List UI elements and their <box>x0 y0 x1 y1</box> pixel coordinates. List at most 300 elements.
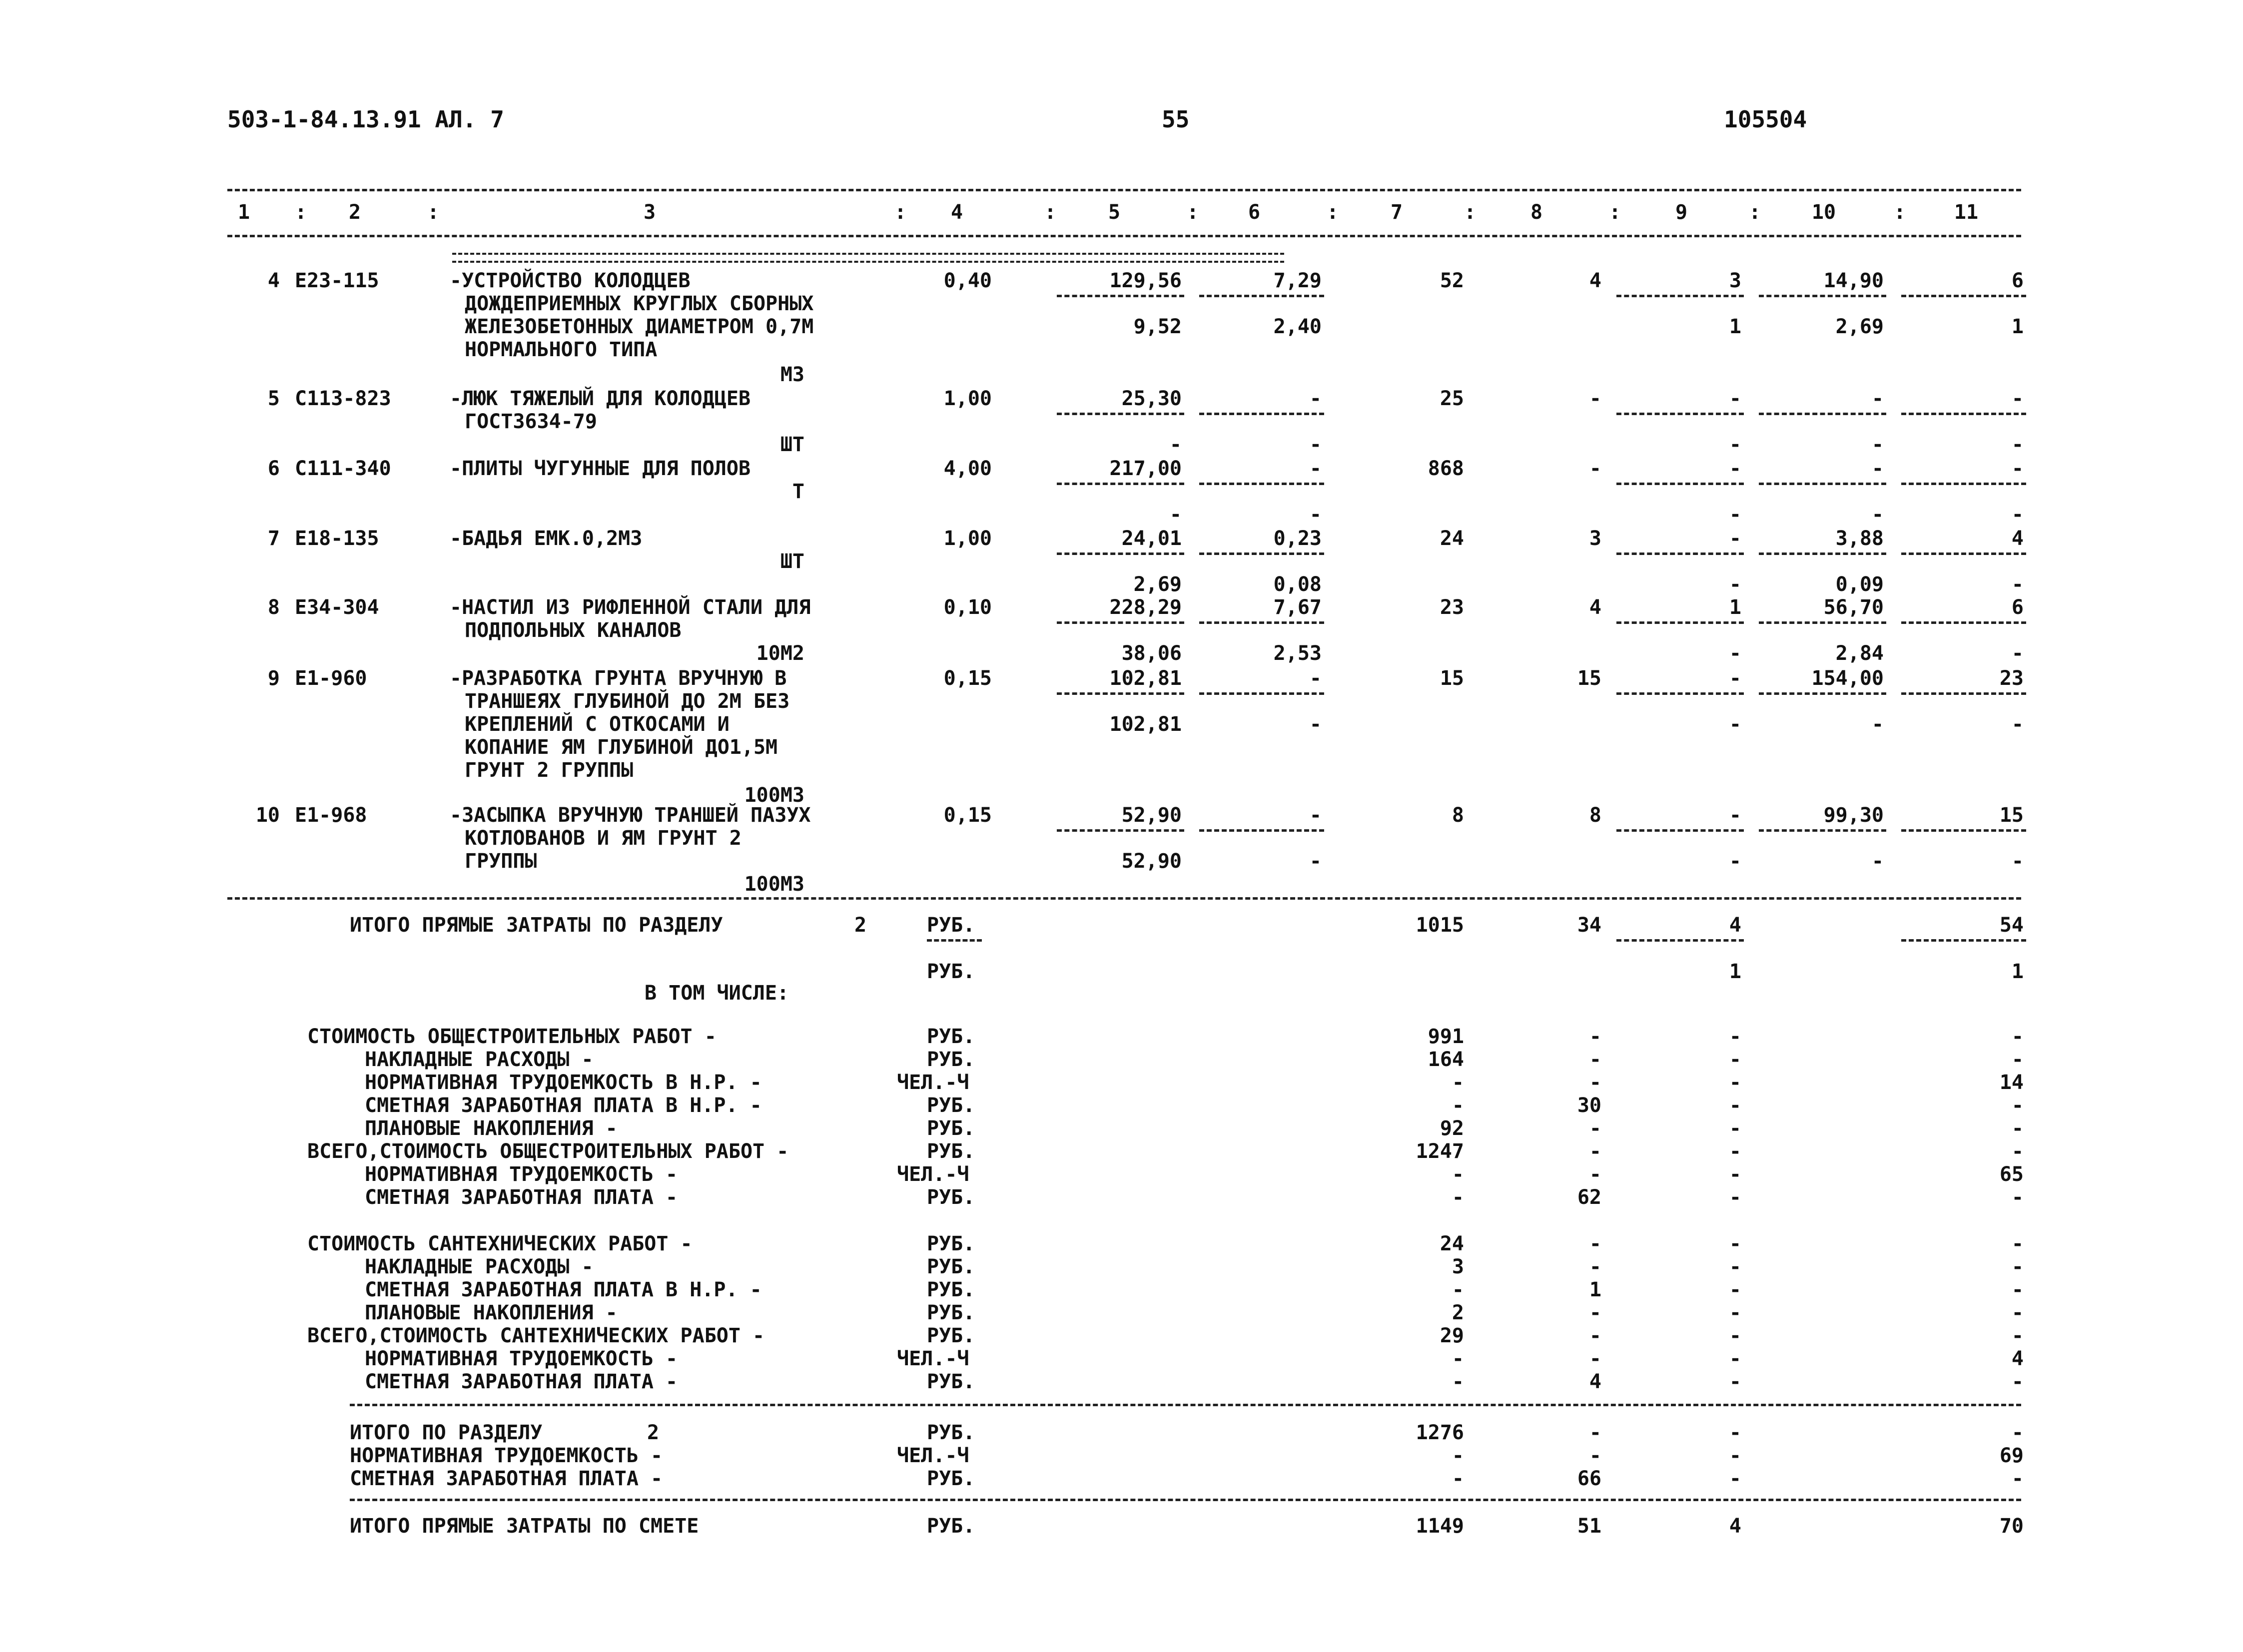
row-description-line: КРЕПЛЕНИЙ С ОТКОСАМИ И <box>465 713 730 736</box>
row-unit: Т <box>792 480 804 503</box>
grand-total-label: ИТОГО ПРЯМЫЕ ЗАТРАТЫ ПО СМЕТЕ <box>350 1515 699 1538</box>
cell-c9: - <box>1729 457 1741 480</box>
summary-c7: - <box>1452 1071 1464 1094</box>
cell-c4: 1,00 <box>943 387 992 410</box>
cell-rule <box>1901 692 2026 695</box>
column-header-c5: 5 <box>1108 201 1121 224</box>
cell-c6: 0,23 <box>1273 527 1322 550</box>
row-number: 9 <box>267 667 280 690</box>
row-description-line: -УСТРОЙСТВО КОЛОДЦЕВ <box>450 269 691 292</box>
cell-c5-sub: - <box>1169 433 1182 456</box>
equals-line <box>452 253 1284 263</box>
summary-line-label: СТОИМОСТЬ ОБЩЕСТРОИТЕЛЬНЫХ РАБОТ - <box>307 1025 717 1048</box>
row-unit: ШТ <box>780 550 804 573</box>
summary-c11: - <box>2011 1232 2024 1255</box>
cell-c4: 0,15 <box>943 804 992 827</box>
row-description-line: -БАДЬЯ ЕМК.0,2М3 <box>450 527 643 550</box>
cell-c9-sub: - <box>1729 850 1741 873</box>
summary-line-label: СТОИМОСТЬ САНТЕХНИЧЕСКИХ РАБОТ - <box>307 1232 693 1255</box>
summary-c9: - <box>1729 1232 1741 1255</box>
summary-line-unit: РУБ. <box>927 1186 975 1209</box>
row-description-line: -ЛЮК ТЯЖЕЛЫЙ ДЛЯ КОЛОДЦЕВ <box>450 387 751 410</box>
cell-c11-sub: - <box>2011 433 2024 456</box>
cell-c5: 217,00 <box>1109 457 1182 480</box>
cell-c9: - <box>1729 387 1741 410</box>
summary-c7: 92 <box>1440 1117 1464 1140</box>
section-total-label: ИТОГО ПО РАЗДЕЛУ <box>350 1421 543 1444</box>
cell-c11-sub: - <box>2011 573 2024 596</box>
summary-c9: - <box>1729 1370 1741 1393</box>
direct-total-c9: 4 <box>1729 914 1741 937</box>
cell-c5: 228,29 <box>1109 596 1182 619</box>
summary-c11: - <box>2011 1025 2024 1048</box>
cell-rule <box>1199 295 1324 297</box>
cell-c6-sub: - <box>1309 433 1322 456</box>
cell-c5: 24,01 <box>1121 527 1182 550</box>
cell-c8: - <box>1589 457 1601 480</box>
row-unit: 100М3 <box>744 873 804 896</box>
summary-c7: 24 <box>1440 1232 1464 1255</box>
cell-c6-sub: 2,53 <box>1273 642 1322 665</box>
cell-c6: - <box>1309 457 1322 480</box>
cell-c6-sub: 2,40 <box>1273 315 1322 338</box>
cell-rule <box>1616 483 1744 485</box>
row-description-line: -ПЛИТЫ ЧУГУННЫЕ ДЛЯ ПОЛОВ <box>450 457 751 480</box>
cell-c5: 25,30 <box>1121 387 1182 410</box>
direct-total-c9-sub: 1 <box>1729 960 1741 983</box>
column-separator: : <box>1894 201 1906 224</box>
cell-c9-sub: - <box>1729 503 1741 526</box>
grand-total-unit: РУБ. <box>927 1515 975 1538</box>
cell-rule <box>1199 692 1324 695</box>
cell-c8: - <box>1589 387 1601 410</box>
cell-c9: - <box>1729 667 1741 690</box>
column-header-c11: 11 <box>1954 201 1979 224</box>
cell-c11: 4 <box>2011 527 2024 550</box>
cell-c11-sub: - <box>2011 850 2024 873</box>
rule-header-bottom <box>227 235 2021 237</box>
cell-c4: 0,15 <box>943 667 992 690</box>
page-number: 55 <box>1162 106 1190 133</box>
cell-c11: 6 <box>2011 596 2024 619</box>
row-code: Е23-115 <box>295 269 379 292</box>
summary-line-unit: РУБ. <box>927 1048 975 1071</box>
summary-c7: 991 <box>1428 1025 1464 1048</box>
column-separator: : <box>427 201 440 224</box>
cell-c5-sub: 102,81 <box>1109 713 1182 736</box>
cell-c11-sub: - <box>2011 713 2024 736</box>
summary-c9: - <box>1729 1071 1741 1094</box>
row-description-line: ГОСТ3634-79 <box>465 410 597 433</box>
cell-c10-sub: - <box>1871 713 1884 736</box>
cell-c11: - <box>2011 457 2024 480</box>
row-description-line: НОРМАЛЬНОГО ТИПА <box>465 338 658 361</box>
summary-line-label: НОРМАТИВНАЯ ТРУДОЕМКОСТЬ - <box>365 1163 678 1186</box>
cell-c9: 3 <box>1729 269 1741 292</box>
cell-rule <box>1057 621 1184 624</box>
column-header-c8: 8 <box>1530 201 1543 224</box>
cell-c4: 1,00 <box>943 527 992 550</box>
section-total-c8: - <box>1589 1444 1601 1467</box>
cell-c6: - <box>1309 804 1322 827</box>
cell-c4: 0,40 <box>943 269 992 292</box>
row-code: Е1-960 <box>295 667 367 690</box>
summary-c8: - <box>1589 1025 1601 1048</box>
unit-rule <box>927 939 982 942</box>
cell-rule <box>1199 829 1324 832</box>
row-number: 6 <box>267 457 280 480</box>
cell-c11: 15 <box>1999 804 2024 827</box>
summary-c8: 30 <box>1577 1094 1601 1117</box>
summary-c11: - <box>2011 1278 2024 1301</box>
cell-c6-sub: - <box>1309 503 1322 526</box>
summary-c11: - <box>2011 1324 2024 1347</box>
cell-c10: - <box>1871 387 1884 410</box>
cell-rule <box>1901 939 2026 942</box>
section-total-c8: 66 <box>1577 1467 1601 1490</box>
cell-c11-sub: - <box>2011 642 2024 665</box>
summary-line-label: СМЕТНАЯ ЗАРАБОТНАЯ ПЛАТА В Н.Р. - <box>365 1278 762 1301</box>
column-separator: : <box>1749 201 1761 224</box>
summary-c8: - <box>1589 1255 1601 1278</box>
column-separator: : <box>1044 201 1057 224</box>
summary-line-label: ВСЕГО,СТОИМОСТЬ ОБЩЕСТРОИТЕЛЬНЫХ РАБОТ - <box>307 1140 789 1163</box>
cell-rule <box>1901 413 2026 415</box>
row-description-line: -ЗАСЫПКА ВРУЧНУЮ ТРАНШЕЙ ПАЗУХ <box>450 804 811 827</box>
section-total-c11: - <box>2011 1467 2024 1490</box>
cell-rule <box>1901 483 2026 485</box>
cell-rule <box>1057 483 1184 485</box>
section-total-c11: - <box>2011 1421 2024 1444</box>
summary-c11: 4 <box>2011 1347 2024 1370</box>
grand-total-c7: 1149 <box>1416 1515 1464 1538</box>
cell-rule <box>1616 692 1744 695</box>
summary-c8: - <box>1589 1232 1601 1255</box>
column-separator: : <box>894 201 907 224</box>
cell-rule <box>1759 413 1886 415</box>
section-total-unit: ЧЕЛ.-Ч <box>897 1444 969 1467</box>
cell-c10: 3,88 <box>1835 527 1884 550</box>
document-number: 105504 <box>1724 106 1807 133</box>
summary-c7: - <box>1452 1163 1464 1186</box>
cell-c7: 25 <box>1440 387 1464 410</box>
summary-line-label: СМЕТНАЯ ЗАРАБОТНАЯ ПЛАТА - <box>365 1186 678 1209</box>
cell-c11-sub: 1 <box>2011 315 2024 338</box>
cell-rule <box>1616 829 1744 832</box>
cell-rule <box>1616 621 1744 624</box>
summary-c7: 2 <box>1452 1301 1464 1324</box>
row-code: Е34-304 <box>295 596 379 619</box>
direct-total-unit: РУБ. <box>927 914 975 937</box>
cell-c5-sub: 9,52 <box>1133 315 1182 338</box>
cell-rule <box>1759 692 1886 695</box>
column-header-c1: 1 <box>237 201 250 224</box>
cell-c5: 52,90 <box>1121 804 1182 827</box>
cell-c7: 24 <box>1440 527 1464 550</box>
cell-c7: 15 <box>1440 667 1464 690</box>
cell-c9: - <box>1729 527 1741 550</box>
section-total-label: СМЕТНАЯ ЗАРАБОТНАЯ ПЛАТА - <box>350 1467 663 1490</box>
row-description-line: ГРУНТ 2 ГРУППЫ <box>465 759 634 782</box>
cell-rule <box>1759 829 1886 832</box>
cell-c9-sub: 1 <box>1729 315 1741 338</box>
summary-line-label: НОРМАТИВНАЯ ТРУДОЕМКОСТЬ - <box>365 1347 678 1370</box>
summary-line-unit: РУБ. <box>927 1117 975 1140</box>
rule-top <box>227 189 2021 191</box>
summary-c9: - <box>1729 1278 1741 1301</box>
grand-total-c11: 70 <box>1999 1515 2024 1538</box>
cell-c10: - <box>1871 457 1884 480</box>
column-header-c2: 2 <box>348 201 361 224</box>
cell-c10-sub: - <box>1871 850 1884 873</box>
direct-total-c7: 1015 <box>1416 914 1464 937</box>
summary-c8: - <box>1589 1071 1601 1094</box>
summary-c8: - <box>1589 1347 1601 1370</box>
column-separator: : <box>1609 201 1621 224</box>
section-total-number: 2 <box>647 1421 660 1444</box>
cell-rule <box>1616 939 1744 942</box>
cell-rule <box>1616 413 1744 415</box>
rule-section-total <box>350 1404 2021 1406</box>
column-header-c4: 4 <box>950 201 963 224</box>
cell-rule <box>1616 552 1744 555</box>
cell-c10-sub: 0,09 <box>1835 573 1884 596</box>
summary-line-unit: РУБ. <box>927 1278 975 1301</box>
summary-line-unit: РУБ. <box>927 1140 975 1163</box>
summary-c11: 65 <box>1999 1163 2024 1186</box>
summary-line-unit: ЧЕЛ.-Ч <box>897 1071 969 1094</box>
cell-rule <box>1057 413 1184 415</box>
summary-c9: - <box>1729 1347 1741 1370</box>
cell-rule <box>1199 552 1324 555</box>
cell-rule <box>1199 413 1324 415</box>
summary-c8: 4 <box>1589 1370 1601 1393</box>
section-total-c7: 1276 <box>1416 1421 1464 1444</box>
cell-rule <box>1199 621 1324 624</box>
summary-c9: - <box>1729 1140 1741 1163</box>
column-header-c9: 9 <box>1675 201 1688 224</box>
cell-c9-sub: - <box>1729 433 1741 456</box>
row-description-line: -НАСТИЛ ИЗ РИФЛЕННОЙ СТАЛИ ДЛЯ <box>450 596 811 619</box>
cell-c6: - <box>1309 387 1322 410</box>
summary-c11: 14 <box>1999 1071 2024 1094</box>
row-code: С113-823 <box>295 387 391 410</box>
summary-line-label: НАКЛАДНЫЕ РАСХОДЫ - <box>365 1048 594 1071</box>
row-number: 7 <box>267 527 280 550</box>
summary-c7: - <box>1452 1094 1464 1117</box>
summary-c11: - <box>2011 1094 2024 1117</box>
row-code: С111-340 <box>295 457 391 480</box>
cell-rule <box>1199 483 1324 485</box>
column-header-c10: 10 <box>1811 201 1836 224</box>
cell-c6-sub: - <box>1309 713 1322 736</box>
cell-c10-sub: - <box>1871 433 1884 456</box>
summary-c11: - <box>2011 1048 2024 1071</box>
direct-total-c11: 54 <box>1999 914 2024 937</box>
summary-c11: - <box>2011 1140 2024 1163</box>
column-separator: : <box>1464 201 1477 224</box>
summary-c8: - <box>1589 1324 1601 1347</box>
summary-line-label: НОРМАТИВНАЯ ТРУДОЕМКОСТЬ В Н.Р. - <box>365 1071 762 1094</box>
summary-line-label: СМЕТНАЯ ЗАРАБОТНАЯ ПЛАТА В Н.Р. - <box>365 1094 762 1117</box>
direct-total-label: ИТОГО ПРЯМЫЕ ЗАТРАТЫ ПО РАЗДЕЛУ <box>350 914 723 937</box>
cell-c8: 15 <box>1577 667 1601 690</box>
summary-line-unit: ЧЕЛ.-Ч <box>897 1347 969 1370</box>
cell-rule <box>1759 483 1886 485</box>
summary-c9: - <box>1729 1301 1741 1324</box>
column-header-c7: 7 <box>1390 201 1403 224</box>
column-separator: : <box>1327 201 1339 224</box>
row-description-line: ТРАНШЕЯХ ГЛУБИНОЙ ДО 2М БЕЗ <box>465 690 790 713</box>
summary-c7: 3 <box>1452 1255 1464 1278</box>
cell-c11: - <box>2011 387 2024 410</box>
cell-c5-sub: 52,90 <box>1121 850 1182 873</box>
summary-c9: - <box>1729 1186 1741 1209</box>
summary-c8: 1 <box>1589 1278 1601 1301</box>
summary-c7: - <box>1452 1278 1464 1301</box>
grand-total-c9: 4 <box>1729 1515 1741 1538</box>
cell-c7: 8 <box>1452 804 1464 827</box>
cell-c7: 23 <box>1440 596 1464 619</box>
direct-total-c8: 34 <box>1577 914 1601 937</box>
section-total-c9: - <box>1729 1421 1741 1444</box>
cell-rule <box>1901 552 2026 555</box>
cell-rule <box>1057 295 1184 297</box>
section-total-c7: - <box>1452 1467 1464 1490</box>
cell-c6-sub: - <box>1309 850 1322 873</box>
summary-c11: - <box>2011 1117 2024 1140</box>
cell-c5-sub: 38,06 <box>1121 642 1182 665</box>
summary-line-unit: РУБ. <box>927 1324 975 1347</box>
direct-total-unit-sub: РУБ. <box>927 960 975 983</box>
row-description-line: КОПАНИЕ ЯМ ГЛУБИНОЙ ДО1,5М <box>465 736 778 759</box>
section-total-c9: - <box>1729 1467 1741 1490</box>
row-code: Е1-968 <box>295 804 367 827</box>
summary-c8: - <box>1589 1117 1601 1140</box>
summary-line-label: ПЛАНОВЫЕ НАКОПЛЕНИЯ - <box>365 1301 618 1324</box>
rule-direct-total <box>227 897 2021 900</box>
row-number: 4 <box>267 269 280 292</box>
row-unit: 100М3 <box>744 784 804 807</box>
summary-c7: - <box>1452 1186 1464 1209</box>
cell-c9-sub: - <box>1729 573 1741 596</box>
row-description-line: ЖЕЛЕЗОБЕТОННЫХ ДИАМЕТРОМ 0,7М <box>465 315 814 338</box>
row-number: 8 <box>267 596 280 619</box>
summary-c8: - <box>1589 1048 1601 1071</box>
row-number: 5 <box>267 387 280 410</box>
row-description-line: -РАЗРАБОТКА ГРУНТА ВРУЧНУЮ В <box>450 667 787 690</box>
summary-c8: - <box>1589 1301 1601 1324</box>
row-description-line: ПОДПОЛЬНЫХ КАНАЛОВ <box>465 619 682 642</box>
cell-rule <box>1057 692 1184 695</box>
cell-c4: 4,00 <box>943 457 992 480</box>
cell-rule <box>1057 552 1184 555</box>
summary-line-label: ВСЕГО,СТОИМОСТЬ САНТЕХНИЧЕСКИХ РАБОТ - <box>307 1324 765 1347</box>
summary-c11: - <box>2011 1255 2024 1278</box>
summary-line-label: ПЛАНОВЫЕ НАКОПЛЕНИЯ - <box>365 1117 618 1140</box>
cell-c6: 7,67 <box>1273 596 1322 619</box>
cell-c10-sub: - <box>1871 503 1884 526</box>
cell-c11: 6 <box>2011 269 2024 292</box>
cell-c10: 99,30 <box>1823 804 1884 827</box>
section-total-c9: - <box>1729 1444 1741 1467</box>
cell-rule <box>1901 621 2026 624</box>
summary-c9: - <box>1729 1117 1741 1140</box>
summary-line-unit: РУБ. <box>927 1094 975 1117</box>
cell-rule <box>1901 295 2026 297</box>
summary-c7: 1247 <box>1416 1140 1464 1163</box>
cell-rule <box>1759 552 1886 555</box>
summary-line-unit: РУБ. <box>927 1370 975 1393</box>
cell-c4: 0,10 <box>943 596 992 619</box>
section-total-unit: РУБ. <box>927 1421 975 1444</box>
column-header-c6: 6 <box>1248 201 1261 224</box>
cell-rule <box>1901 829 2026 832</box>
summary-c8: - <box>1589 1140 1601 1163</box>
cell-c6: 7,29 <box>1273 269 1322 292</box>
direct-total-c11-sub: 1 <box>2011 960 2024 983</box>
cell-c5: 129,56 <box>1109 269 1182 292</box>
section-total-c8: - <box>1589 1421 1601 1444</box>
cell-rule <box>1759 295 1886 297</box>
cell-c6-sub: 0,08 <box>1273 573 1322 596</box>
summary-c11: - <box>2011 1301 2024 1324</box>
rule-grand-total <box>350 1499 2021 1501</box>
cell-c10: 14,90 <box>1823 269 1884 292</box>
summary-line-unit: РУБ. <box>927 1301 975 1324</box>
summary-line-unit: РУБ. <box>927 1232 975 1255</box>
cell-c10-sub: 2,84 <box>1835 642 1884 665</box>
grand-total-c8: 51 <box>1577 1515 1601 1538</box>
summary-c11: - <box>2011 1186 2024 1209</box>
row-unit: 10М2 <box>756 642 804 665</box>
summary-c9: - <box>1729 1094 1741 1117</box>
summary-line-unit: ЧЕЛ.-Ч <box>897 1163 969 1186</box>
including-label: В ТОМ ЧИСЛЕ: <box>645 982 789 1005</box>
summary-c9: - <box>1729 1025 1741 1048</box>
cell-c8: 3 <box>1589 527 1601 550</box>
cell-rule <box>1616 295 1744 297</box>
cell-c5: 102,81 <box>1109 667 1182 690</box>
cell-c8: 4 <box>1589 596 1601 619</box>
cell-c5-sub: 2,69 <box>1133 573 1182 596</box>
document-code: 503-1-84.13.91 АЛ. 7 <box>227 106 504 133</box>
cell-rule <box>1057 829 1184 832</box>
section-total-label: НОРМАТИВНАЯ ТРУДОЕМКОСТЬ - <box>350 1444 663 1467</box>
summary-c7: 164 <box>1428 1048 1464 1071</box>
summary-c8: - <box>1589 1163 1601 1186</box>
column-header-c3: 3 <box>643 201 656 224</box>
cell-c10: 154,00 <box>1811 667 1884 690</box>
section-total-c7: - <box>1452 1444 1464 1467</box>
row-description-line: ГРУППЫ <box>465 850 537 873</box>
cell-c11-sub: - <box>2011 503 2024 526</box>
summary-line-unit: РУБ. <box>927 1255 975 1278</box>
row-number: 10 <box>255 804 280 827</box>
direct-total-section: 2 <box>854 914 867 937</box>
summary-line-label: НАКЛАДНЫЕ РАСХОДЫ - <box>365 1255 594 1278</box>
row-description-line: ДОЖДЕПРИЕМНЫХ КРУГЛЫХ СБОРНЫХ <box>465 292 814 315</box>
summary-line-unit: РУБ. <box>927 1025 975 1048</box>
summary-c9: - <box>1729 1324 1741 1347</box>
cell-c6: - <box>1309 667 1322 690</box>
row-unit: М3 <box>780 363 804 386</box>
summary-c7: - <box>1452 1370 1464 1393</box>
summary-c9: - <box>1729 1163 1741 1186</box>
summary-c9: - <box>1729 1048 1741 1071</box>
row-description-line: КОТЛОВАНОВ И ЯМ ГРУНТ 2 <box>465 827 742 850</box>
cell-c7: 52 <box>1440 269 1464 292</box>
